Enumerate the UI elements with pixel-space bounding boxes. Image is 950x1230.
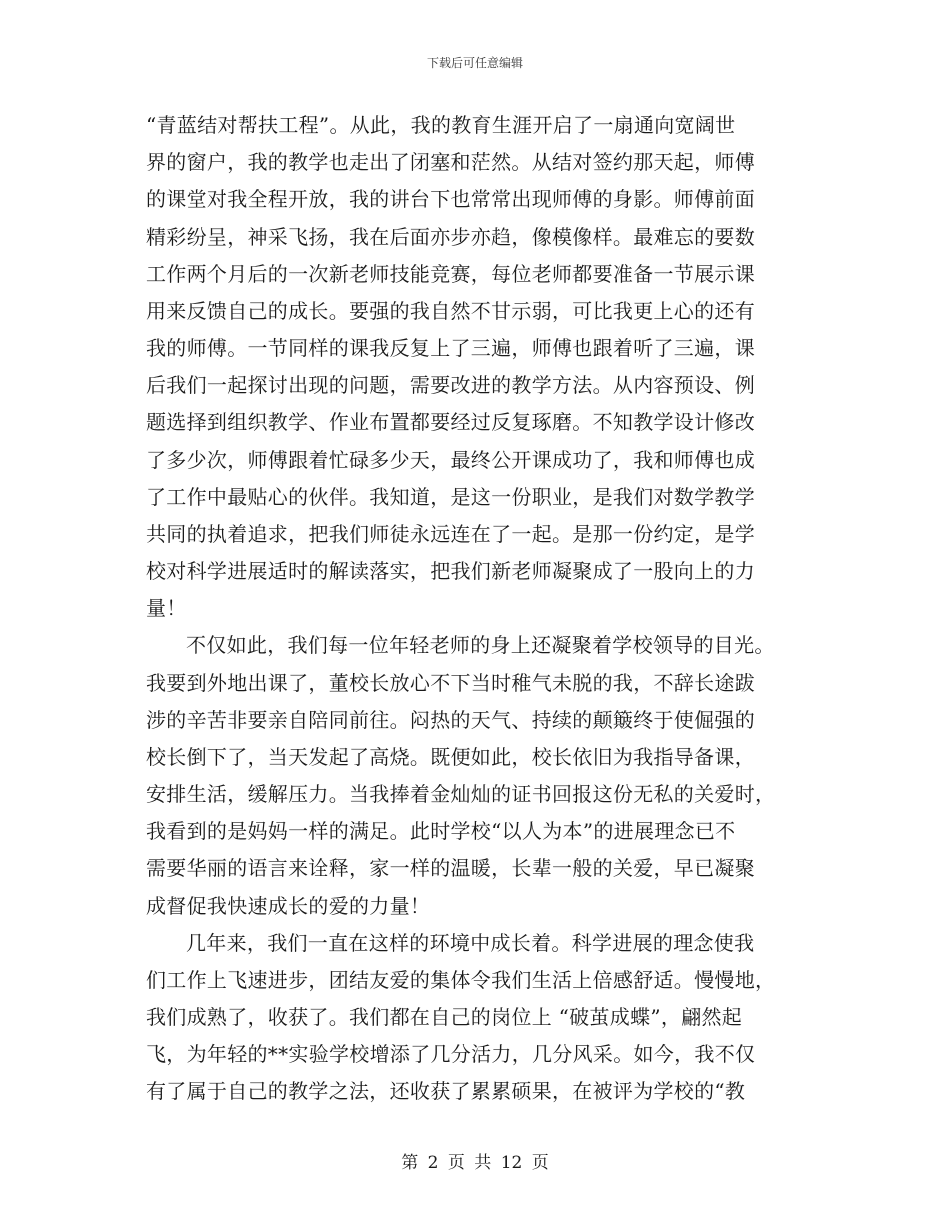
- text-line: 我要到外地出课了，董校长放心不下当时稚气未脱的我，不辞长途跋: [146, 670, 755, 695]
- text-line: 安排生活，缓解压力。当我捧着金灿灿的证书回报这份无私的关爱时，: [146, 782, 776, 807]
- page-header: 下载后可任意编辑: [426, 56, 523, 70]
- text-line: “青蓝结对帮扶工程”。从此，我的教育生涯开启了一扇通向宽阔世: [146, 113, 736, 137]
- text-line: 我的师傅。一节同样的课我反复上了三遍，师傅也跟着听了三遍，课: [146, 336, 755, 361]
- text-line: 工作两个月后的一次新老师技能竞赛，每位老师都要准备一节展示课: [146, 261, 755, 286]
- text-line: 精彩纷呈，神采飞扬，我在后面亦步亦趋，像模像样。最难忘的要数: [146, 224, 755, 249]
- text-line: 后我们一起探讨出现的问题，需要改进的教学方法。从内容预设、例: [146, 373, 755, 398]
- page-footer: 第 2 页 共 12 页: [401, 1153, 549, 1173]
- text-line: 涉的辛苦非要亲自陪同前往。闷热的天气、持续的颠簸终于使倔强的: [146, 707, 755, 732]
- text-line: 校长倒下了，当天发起了高烧。既便如此，校长依旧为我指导备课，: [146, 744, 755, 769]
- text-line: 了多少次，师傅跟着忙碌多少天，最终公开课成功了，我和师傅也成: [146, 447, 755, 472]
- text-line: 校对科学进展适时的解读落实，把我们新老师凝聚成了一股向上的力: [146, 559, 755, 584]
- text-line: 飞，为年轻的**实验学校增添了几分活力，几分风采。如今，我不仅: [146, 1042, 756, 1067]
- text-line: 题选择到组织教学、作业布置都要经过反复琢磨。不知教学设计修改: [146, 410, 755, 435]
- text-line: 共同的执着追求，把我们师徒永远连在了一起。是那一份约定，是学: [146, 521, 755, 546]
- paragraph-start-line: 几年来，我们一直在这样的环境中成长着。科学进展的理念使我: [186, 930, 755, 955]
- text-line: 用来反馈自己的成长。要强的我自然不甘示弱，可比我更上心的还有: [146, 298, 755, 323]
- text-line: 成督促我快速成长的爱的力量！: [146, 893, 431, 918]
- text-line: 界的窗户，我的教学也走出了闭塞和茫然。从结对签约那天起，师傅: [146, 150, 755, 175]
- text-line: 了工作中最贴心的伙伴。我知道，是这一份职业，是我们对数学教学: [146, 484, 755, 509]
- text-line: 我们成熟了，收获了。我们都在自己的岗位上 “破茧成蝶”，翩然起: [146, 1005, 743, 1030]
- paragraph-start-line: 不仅如此，我们每一位年轻老师的身上还凝聚着学校领导的目光。: [186, 633, 775, 658]
- text-line: 需要华丽的语言来诠释，家一样的温暖，长辈一般的关爱，早已凝聚: [146, 856, 755, 881]
- text-line: 们工作上飞速进步，团结友爱的集体令我们生活上倍感舒适。慢慢地，: [146, 967, 776, 992]
- text-line: 我看到的是妈妈一样的满足。此时学校“以人为本”的进展理念已不: [146, 819, 736, 844]
- text-line: 量！: [146, 596, 187, 621]
- document-body: [146, 110, 810, 1114]
- text-line: 的课堂对我全程开放，我的讲台下也常常出现师傅的身影。师傅前面: [146, 187, 755, 212]
- text-line: 有了属于自己的教学之法，还收获了累累硕果，在被评为学校的“教: [146, 1079, 746, 1104]
